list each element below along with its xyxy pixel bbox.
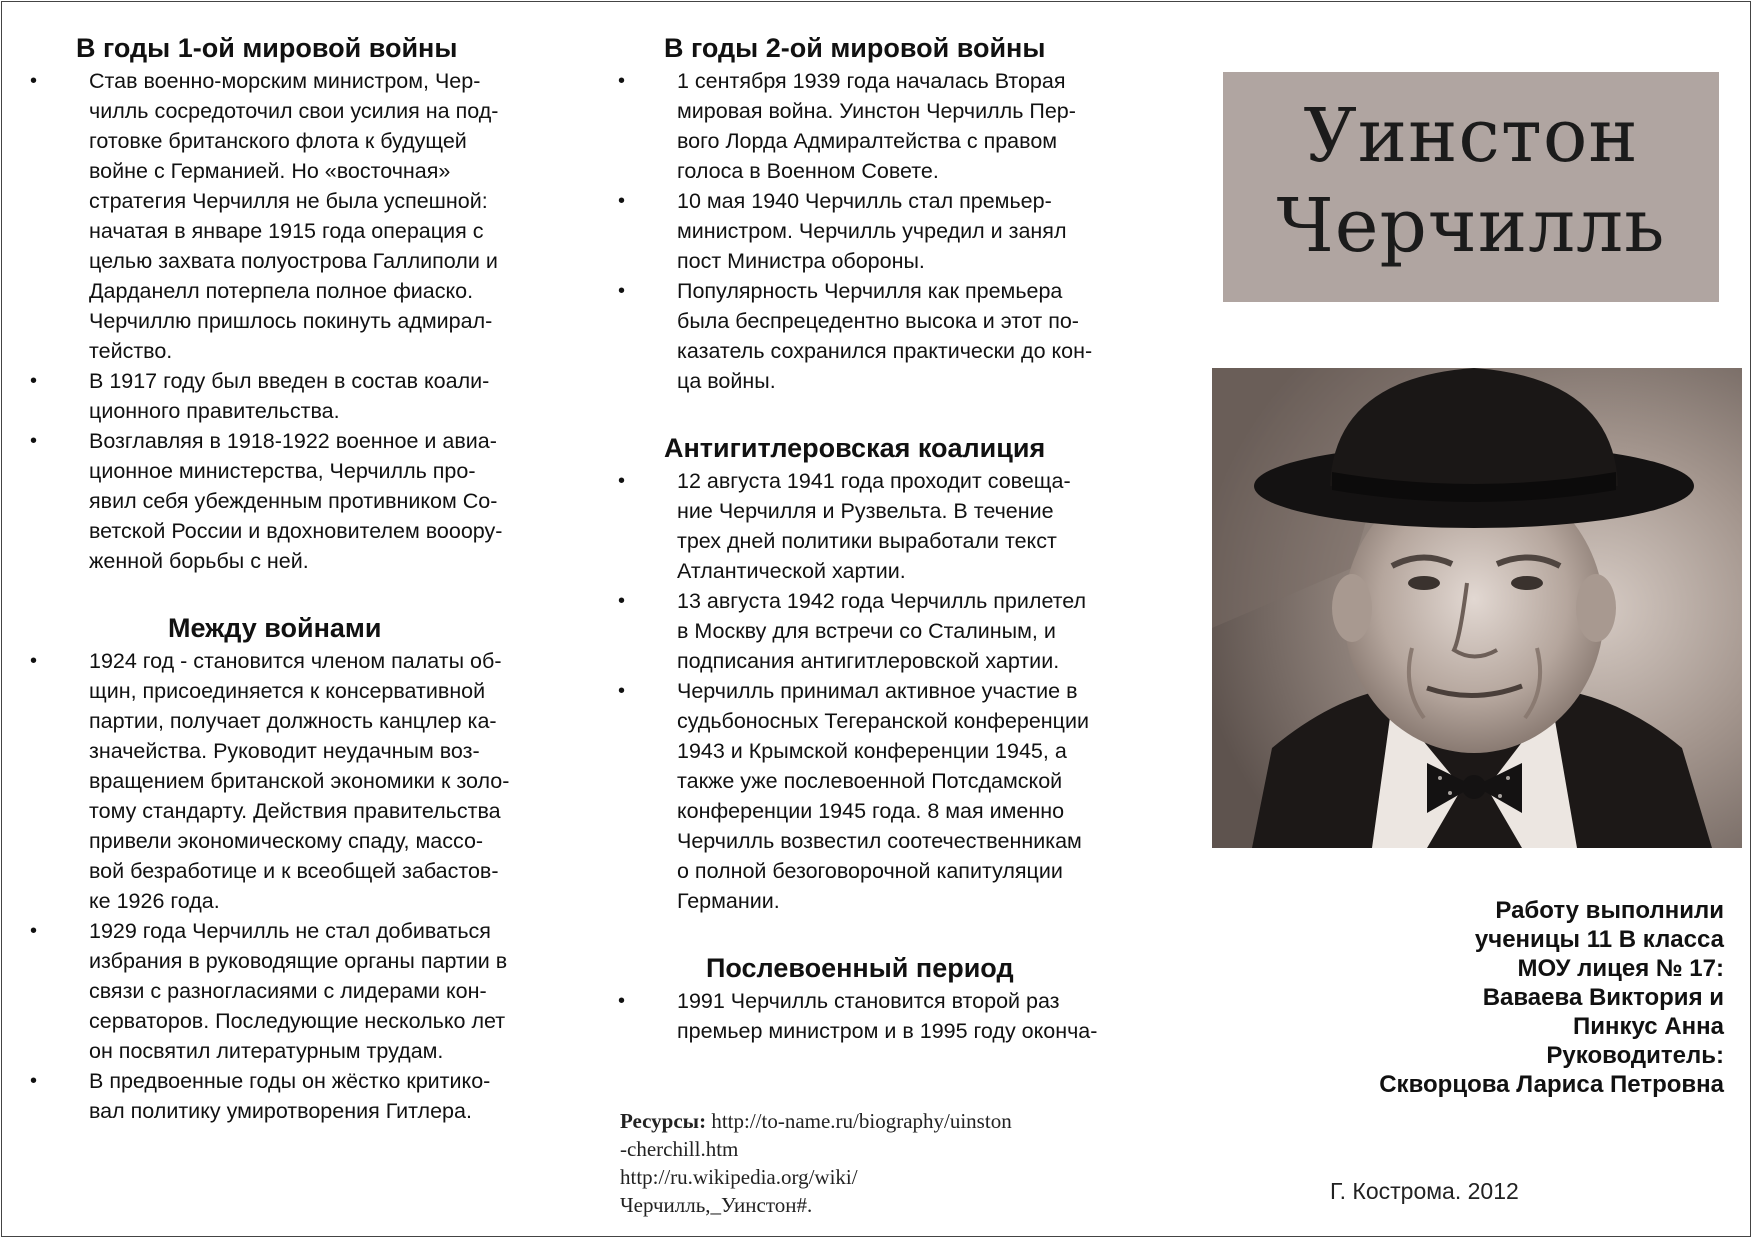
text-line: о полной безоговорочной капитуляции — [677, 859, 1063, 883]
resources-label: Ресурсы: — [620, 1109, 707, 1133]
text-line: премьер министром и в 1995 году оконча- — [677, 1019, 1098, 1043]
bullet-icon: • — [618, 470, 626, 492]
text-line: стратегия Черчилля не была успешной: — [89, 189, 488, 213]
text-line: ке 1926 года. — [89, 889, 220, 913]
bullet-list — [30, 66, 585, 576]
city-year: Г. Кострома. 2012 — [1330, 1178, 1519, 1204]
text-line: тейство. — [89, 339, 173, 363]
text-line: вого Лорда Адмиралтейства с правом — [677, 129, 1058, 153]
text-line: Возглавляя в 1918-1922 военное и авиа- — [89, 429, 497, 453]
bullet-icon: • — [30, 430, 38, 452]
section-heading: В годы 1-ой мировой войны — [76, 33, 458, 63]
bullet-list — [30, 646, 585, 1126]
list-item — [30, 916, 585, 1066]
bullet-icon: • — [30, 370, 38, 392]
text-line: ционное министерства, Черчилль про- — [89, 459, 476, 483]
list-item — [618, 276, 1138, 396]
list-item — [618, 66, 1138, 186]
text-line: была беспрецедентно высока и этот по- — [677, 309, 1079, 333]
text-line: ние Черчилля и Рузвельта. В течение — [677, 499, 1054, 523]
text-line: трех дней политики выработали текст — [677, 529, 1057, 553]
text-line: тому стандарту. Действия правительства — [89, 799, 501, 823]
bullet-icon: • — [618, 280, 626, 302]
bullet-icon: • — [618, 70, 626, 92]
middle-column — [618, 30, 1138, 1046]
text-line: 1943 и Крымской конференции 1945, а — [677, 739, 1067, 763]
text-line: 1924 год - становится членом палаты об- — [89, 649, 502, 673]
text-line: также уже послевоенной Потсдамской — [677, 769, 1063, 793]
section-heading: Послевоенный период — [706, 953, 1014, 983]
text-line: ционного правительства. — [89, 399, 340, 423]
text-line: 13 августа 1942 года Черчилль прилетел — [677, 589, 1087, 613]
credits-line: Работу выполнили — [1495, 897, 1724, 924]
text-line: явил себя убежденным противником Со- — [89, 489, 498, 513]
list-item — [30, 1066, 585, 1126]
resources-line: -cherchill.htm — [620, 1137, 739, 1161]
section-heading: В годы 2-ой мировой войны — [664, 33, 1046, 63]
text-line: готовке британского флота к будущей — [89, 129, 467, 153]
text-line: в Москву для встречи со Сталиным, и — [677, 619, 1056, 643]
text-line: серваторов. Последующие несколько лет — [89, 1009, 506, 1033]
text-line: Черчилль принимал активное участие в — [677, 679, 1078, 703]
text-line: судьбоносных Тегеранской конференции — [677, 709, 1090, 733]
list-item — [618, 466, 1138, 586]
left-column — [30, 30, 585, 1126]
list-item — [618, 986, 1138, 1046]
text-line: начатая в январе 1915 года операция с — [89, 219, 484, 243]
text-line: привели экономическому спаду, массо- — [89, 829, 484, 853]
text-line: пост Министра обороны. — [677, 249, 925, 273]
list-item — [30, 426, 585, 576]
text-line: мировая война. Уинстон Черчилль Пер- — [677, 99, 1076, 123]
text-line: 1991 Черчилль становится второй раз — [677, 989, 1060, 1013]
text-line: 1929 года Черчилль не стал добиваться — [89, 919, 491, 943]
text-line: Став военно-морским министром, Чер- — [89, 69, 481, 93]
text-line: 12 августа 1941 года проходит совеща- — [677, 469, 1071, 493]
text-line: вращением британской экономики к золо- — [89, 769, 510, 793]
credits-line: Пинкус Анна — [1573, 1013, 1724, 1040]
text-line: подписания антигитлеровской хартии. — [677, 649, 1060, 673]
text-line: щин, присоединяется к консервативной — [89, 679, 486, 703]
bullet-icon: • — [30, 650, 38, 672]
bullet-icon: • — [30, 920, 38, 942]
portrait-photo — [1212, 368, 1742, 848]
portrait-illustration — [1212, 368, 1742, 848]
text-line: Черчилль возвестил соотечественникам — [677, 829, 1082, 853]
text-line: ветской России и вдохновителем вооору- — [89, 519, 503, 543]
text-line: казатель сохранился практически до кон- — [677, 339, 1093, 363]
list-item — [618, 586, 1138, 676]
bullet-list — [618, 466, 1138, 916]
text-line: Дарданелл потерпела полное фиаско. — [89, 279, 474, 303]
text-line: избрания в руководящие органы партии в — [89, 949, 508, 973]
text-line: вал политику умиротворения Гитлера. — [89, 1099, 472, 1123]
list-item — [618, 186, 1138, 276]
credits-line: МОУ лицея № 17: — [1517, 955, 1724, 982]
text-line: значейства. Руководит неудачным воз- — [89, 739, 480, 763]
bullet-list — [618, 66, 1138, 396]
text-line: ца войны. — [677, 369, 776, 393]
text-line: войне с Германией. Но «восточная» — [89, 159, 451, 183]
text-line: В 1917 году был введен в состав коали- — [89, 369, 490, 393]
resources-line: Черчилль,_Уинстон#. — [620, 1193, 813, 1217]
text-line: Германии. — [677, 889, 780, 913]
section-heading: Антигитлеровская коалиция — [664, 433, 1046, 463]
credits-line: Ваваева Виктория и — [1482, 984, 1724, 1011]
text-line: 10 мая 1940 Черчилль стал премьер- — [677, 189, 1052, 213]
text-line: В предвоенные годы он жёстко критико- — [89, 1069, 491, 1093]
bullet-icon: • — [618, 990, 626, 1012]
resources-line: http://to-name.ru/biography/uinston — [706, 1109, 1012, 1133]
text-line: он посвятил литературным трудам. — [89, 1039, 444, 1063]
bullet-icon: • — [30, 70, 38, 92]
credits-line: ученицы 11 В класса — [1474, 926, 1724, 953]
text-line: связи с разногласиями с лидерами кон- — [89, 979, 487, 1003]
bullet-icon: • — [618, 590, 626, 612]
resources — [620, 1107, 1140, 1219]
list-item — [618, 676, 1138, 916]
title-box — [1223, 72, 1719, 302]
text-line: Популярность Черчилля как премьера — [677, 279, 1063, 303]
text-line: голоса в Военном Совете. — [677, 159, 939, 183]
credits — [1379, 896, 1724, 1099]
title-last-name: Черчилль — [1276, 183, 1666, 269]
section-heading: Между войнами — [168, 613, 382, 643]
bullet-icon: • — [618, 190, 626, 212]
text-line: Атлантической хартии. — [677, 559, 906, 583]
text-line: министром. Черчилль учредил и занял — [677, 219, 1067, 243]
text-line: целью захвата полуострова Галлиполи и — [89, 249, 498, 273]
list-item — [30, 66, 585, 366]
text-line: чилль сосредоточил свои усилия на под- — [89, 99, 499, 123]
list-item — [30, 646, 585, 916]
bullet-icon: • — [618, 680, 626, 702]
text-line: женной борьбы с ней. — [89, 549, 309, 573]
credits-line: Руководитель: — [1546, 1042, 1724, 1069]
text-line: конференции 1945 года. 8 мая именно — [677, 799, 1065, 823]
text-line: 1 сентября 1939 года началась Вторая — [677, 69, 1066, 93]
title-first-name: Уинстон — [1303, 93, 1639, 179]
resources-line: http://ru.wikipedia.org/wiki/ — [620, 1165, 858, 1189]
text-line: вой безработице и к всеобщей забастов- — [89, 859, 499, 883]
text-line: партии, получает должность канцлер ка- — [89, 709, 497, 733]
bullet-icon: • — [30, 1070, 38, 1092]
credits-line: Скворцова Лариса Петровна — [1379, 1071, 1724, 1098]
text-line: Черчиллю пришлось покинуть адмирал- — [89, 309, 493, 333]
list-item — [30, 366, 585, 426]
bullet-list — [618, 986, 1138, 1046]
